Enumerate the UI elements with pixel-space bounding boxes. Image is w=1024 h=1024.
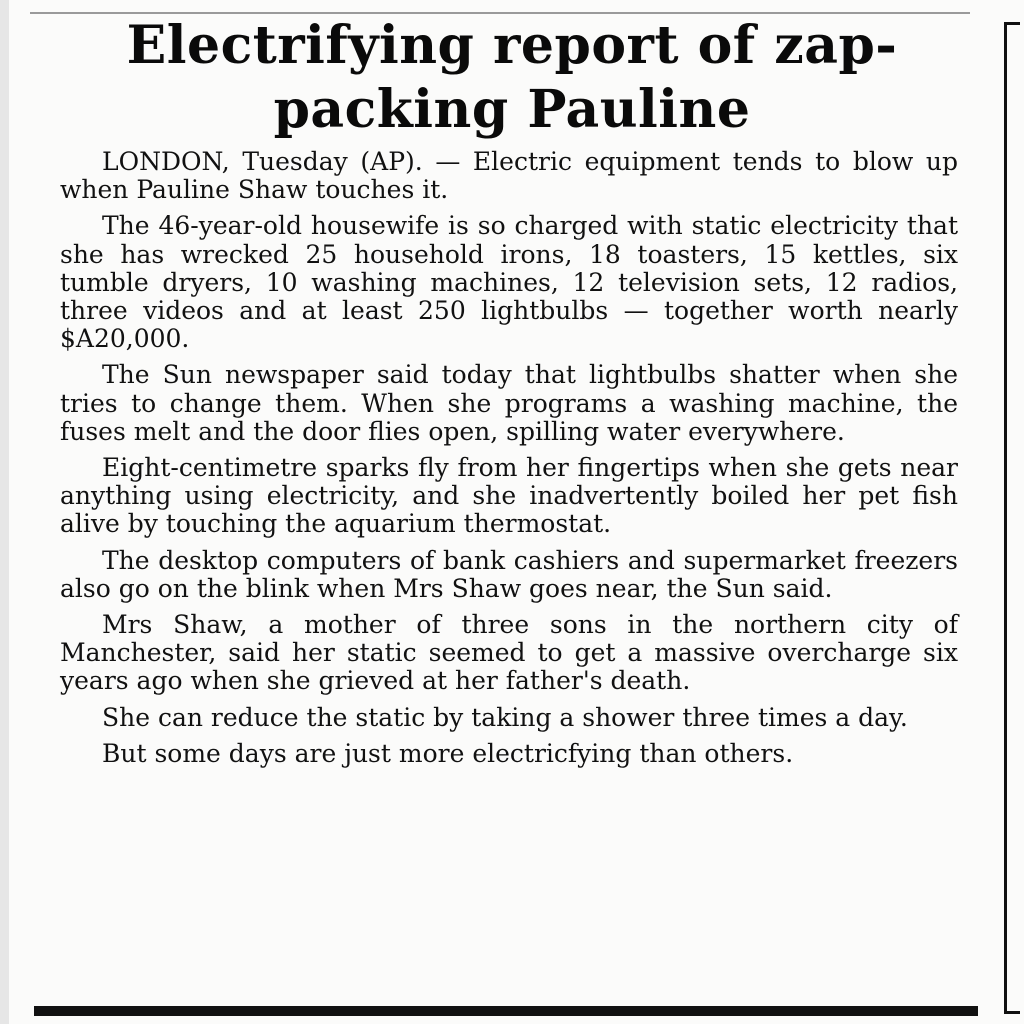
- paragraph: Eight-centimetre sparks fly from her fingertips when she gets near anything using electricity, and she inadvertently boiled her pet fish alive by touching the aquarium thermostat.: [60, 453, 958, 539]
- paragraph: The desktop computers of bank cashiers and supermarket freezers also go on the blink when Mrs Shaw goes near, the Sun said.: [60, 545, 958, 603]
- adjacent-column-border: [1004, 22, 1020, 1014]
- paragraph: The Sun newspaper said today that lightbulbs shatter when she tries to change them. When she programs a washing machine, the fuses melt and the door flies open, spilling water everywhere.: [60, 360, 958, 446]
- article-body: [60, 148, 958, 776]
- paragraph-closing: But some days are just more electricfying than others.: [102, 738, 794, 768]
- paragraph-dateline: LONDON, Tuesday (AP). — Electric equipment tends to blow up when Pauline Shaw touches it.: [60, 147, 958, 205]
- headline: Electrifying report of zap-packing Pauline: [126, 15, 898, 140]
- paragraph: She can reduce the static by taking a shower three times a day.: [102, 702, 908, 732]
- left-scan-edge: [0, 0, 9, 1024]
- paragraph: Mrs Shaw, a mother of three sons in the northern city of Manchester, said her static seemed to get a massive overcharge six years ago when she grieved at her father's death.: [60, 610, 958, 696]
- bottom-rule: [34, 1006, 978, 1016]
- paragraph: The 46-year-old housewife is so charged with static electricity that she has wrecked 25 household irons, 18 toasters, 15 kettles, six tumble dryers, 10 washing machines, 12 television sets, 12 radios, three videos and at least 250 lightbulbs — together worth nearly $A20,000.: [60, 211, 958, 354]
